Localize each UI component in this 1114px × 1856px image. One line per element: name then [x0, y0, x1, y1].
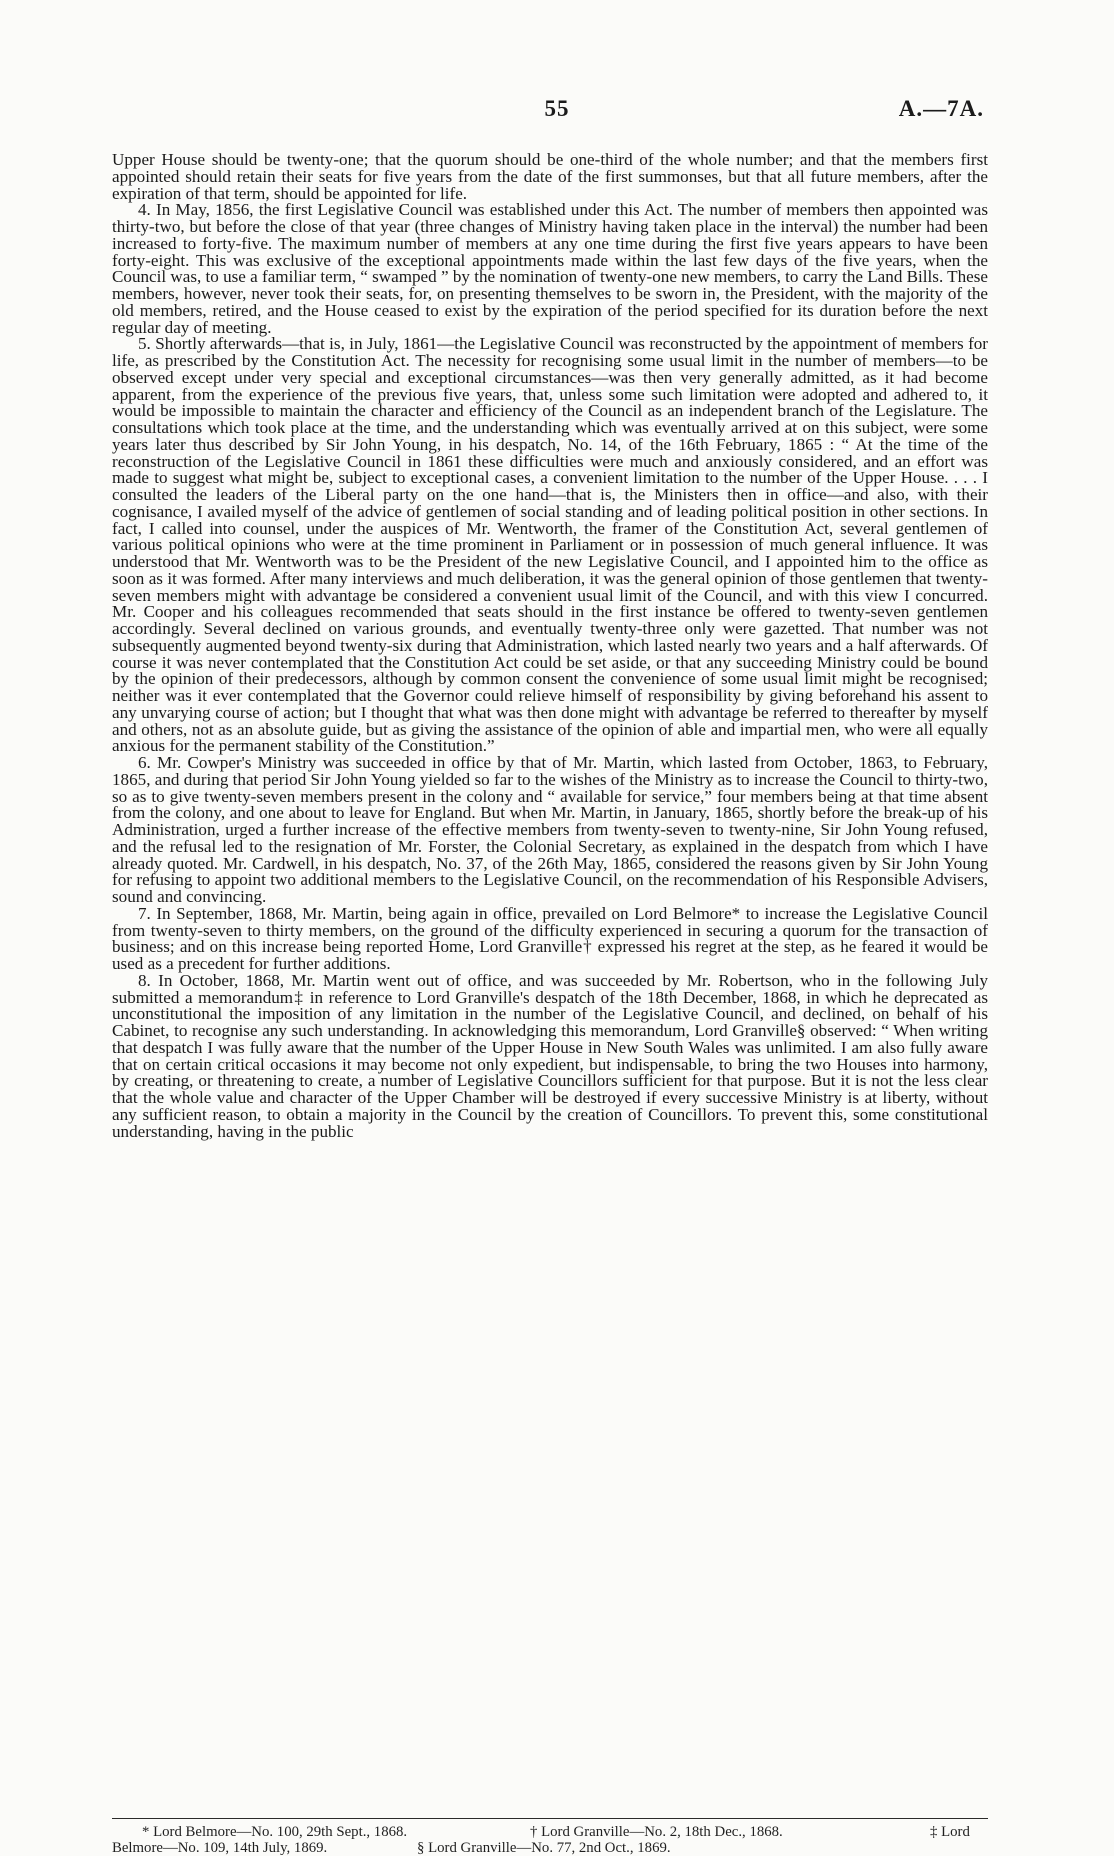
page-number: 55 [544, 96, 570, 121]
footnote-granville-2: † Lord Granville—No. 2, 18th Dec., 1868. [530, 1824, 783, 1840]
paragraph-8: 8. In October, 1868, Mr. Martin went out of office, and was succeeded by Mr. Robertson, who in the following July submitted a memorandum‡ in reference to Lord Granville's despatch of the 18th December, 1868, in which he deprecated as unconstitutional the imposition of any limitation in the number of the Legislative Council, and declined, on behalf of his Cabinet, to recognise any such understanding. In acknowledging this memorandum, Lord Granville§ observed: “ When writing that despatch I was fully aware that the number of the Upper House in New South Wales was unlimited. I am also fully aware that on certain critical occasions it may become not only expedient, but indispensable, to bring the two Houses into harmony, by creating, or threatening to create, a number of Legislative Councillors sufficient for that purpose. But it is not the less clear that the whole value and character of the Upper Chamber will be destroyed if every successive Ministry is at liberty, without any sufficient reason, to obtain a majority in the Council by the creation of Councillors. To prevent this, some constitutional understanding, having in the public [112, 970, 988, 1141]
footnote-divider [112, 1818, 988, 1819]
footnote-belmore-100: * Lord Belmore—No. 100, 29th Sept., 1868. [142, 1824, 408, 1840]
paragraph-continuation: Upper House should be twenty-one; that the quorum should be one-third of the whole number; and that the members first appointed should retain their seats for five years from the date of the first summonses, but that all future members, after the expiration of that term, should be appointed for life. [112, 150, 988, 203]
body-text [112, 152, 988, 1140]
paragraph-7: 7. In September, 1868, Mr. Martin, being again in office, prevailed on Lord Belmore* to increase the Legislative Council from twenty-seven to thirty members, on the ground of the difficulty experienced in securing a quorum for the transaction of business; and on this increase being reported Home, Lord Granville† expressed his regret at the step, as he feared it would be used as a precedent for further additions. [112, 903, 988, 973]
footnote-belmore-109: Belmore—No. 109, 14th July, 1869. [112, 1839, 328, 1856]
paragraph-4: 4. In May, 1856, the first Legislative Council was established under this Act. The number of members then appointed was thirty-two, but before the close of that year (three changes of Ministry having taken place in the interval) the number had been increased to forty-five. The maximum number of members at any one time during the first five years appears to have been forty-eight. This was exclusive of the exceptional appointments made within the last few days of the five years, when the Council was, to use a familiar term, “ swamped ” by the nomination of twenty-one new members, to carry the Land Bills. These members, however, never took their seats, for, on presenting themselves to be sworn in, the President, with the majority of the old members, retired, and the House ceased to exist by the expiration of the period specified for its duration before the next regular day of meeting. [112, 200, 988, 337]
paragraph-5: 5. Shortly afterwards—that is, in July, 1861—the Legislative Council was reconstructed by the appointment of members for life, as prescribed by the Constitution Act. The necessity for recognising some usual limit in the number of members—to be observed except under very special and exceptional circumstances—was then very generally admitted, as it had become apparent, from the experience of the previous five years, that, unless some such limitation were adopted and adhered to, it would be impossible to maintain the character and efficiency of the Council as an independent branch of the Legislature. The consultations which took place at the time, and the understanding which was eventually arrived at on this subject, were some years later thus described by Sir John Young, in his despatch, No. 14, of the 16th February, 1865 : “ At the time of the reconstruction of the Legislative Council in 1861 these difficulties were much and anxiously considered, and an effort was made to suggest what might be, subject to exceptional cases, a convenient limitation to the number of the Upper House. . . . I consulted the leaders of the Liberal party on the one hand—that is, the Ministers then in office—and also, with their cognisance, I availed myself of the advice of gentlemen of social standing and of leading political position in other sections. In fact, I called into counsel, under the auspices of Mr. Wentworth, the framer of the Constitution Act, several gentlemen of various political opinions who were at the time prominent in Parliament or in possession of much general influence. It was understood that Mr. Wentworth was to be the President of the new Legislative Council, and I appointed him to the office as soon as it was formed. After many interviews and much deliberation, it was the general opinion of those gentlemen that twenty-seven members might with advantage be considered a convenient usual limit of the Council, and with this view I concurred. Mr. Cooper and his colleagues recommended that seats should in the first instance be offered to twenty-seven gentlemen accordingly. Several declined on various grounds, and eventually twenty-three only were gazetted. That number was not subsequently augmented beyond twenty-six during that Administration, which lasted nearly two years and a half afterwards. Of course it was never contemplated that the Constitution Act could be set aside, or that any succeeding Ministry could be bound by the opinion of their predecessors, although by common consent the convenience of some usual limit might be recognised; neither was it ever contemplated that the Governor could relieve himself of responsibility by giving beforehand his assent to any unvarying course of action; but I thought that what was then done might with advantage be referred to thereafter by myself and others, not as an absolute guide, but as giving the assistance of the opinion of able and impartial men, who were all equally anxious for the permanent stability of the Constitution.” [112, 334, 988, 756]
paper-reference: A.—7A. [898, 96, 984, 121]
footnote-lord-marker: ‡ Lord [930, 1824, 970, 1840]
paragraph-6: 6. Mr. Cowper's Ministry was succeeded in office by that of Mr. Martin, which lasted from October, 1863, to February, 1865, and during that period Sir John Young yielded so far to the wishes of the Ministry as to increase the Council to thirty-two, so as to give twenty-seven members present in the colony and “ available for service,” four members being at that time absent from the colony, and one about to leave for England. But when Mr. Martin, in January, 1865, shortly before the break-up of his Administration, urged a further increase of the effective members from twenty-seven to twenty-nine, Sir John Young refused, and the refusal led to the resignation of Mr. Forster, the Colonial Secretary, as explained in the despatch from which I have already quoted. Mr. Cardwell, in his despatch, No. 37, of the 26th May, 1865, considered the reasons given by Sir John Young for refusing to appoint two additional members to the Legislative Council, on the recommendation of his Responsible Advisers, sound and convincing. [112, 753, 988, 906]
footnote-granville-77: § Lord Granville—No. 77, 2nd Oct., 1869. [417, 1839, 671, 1856]
